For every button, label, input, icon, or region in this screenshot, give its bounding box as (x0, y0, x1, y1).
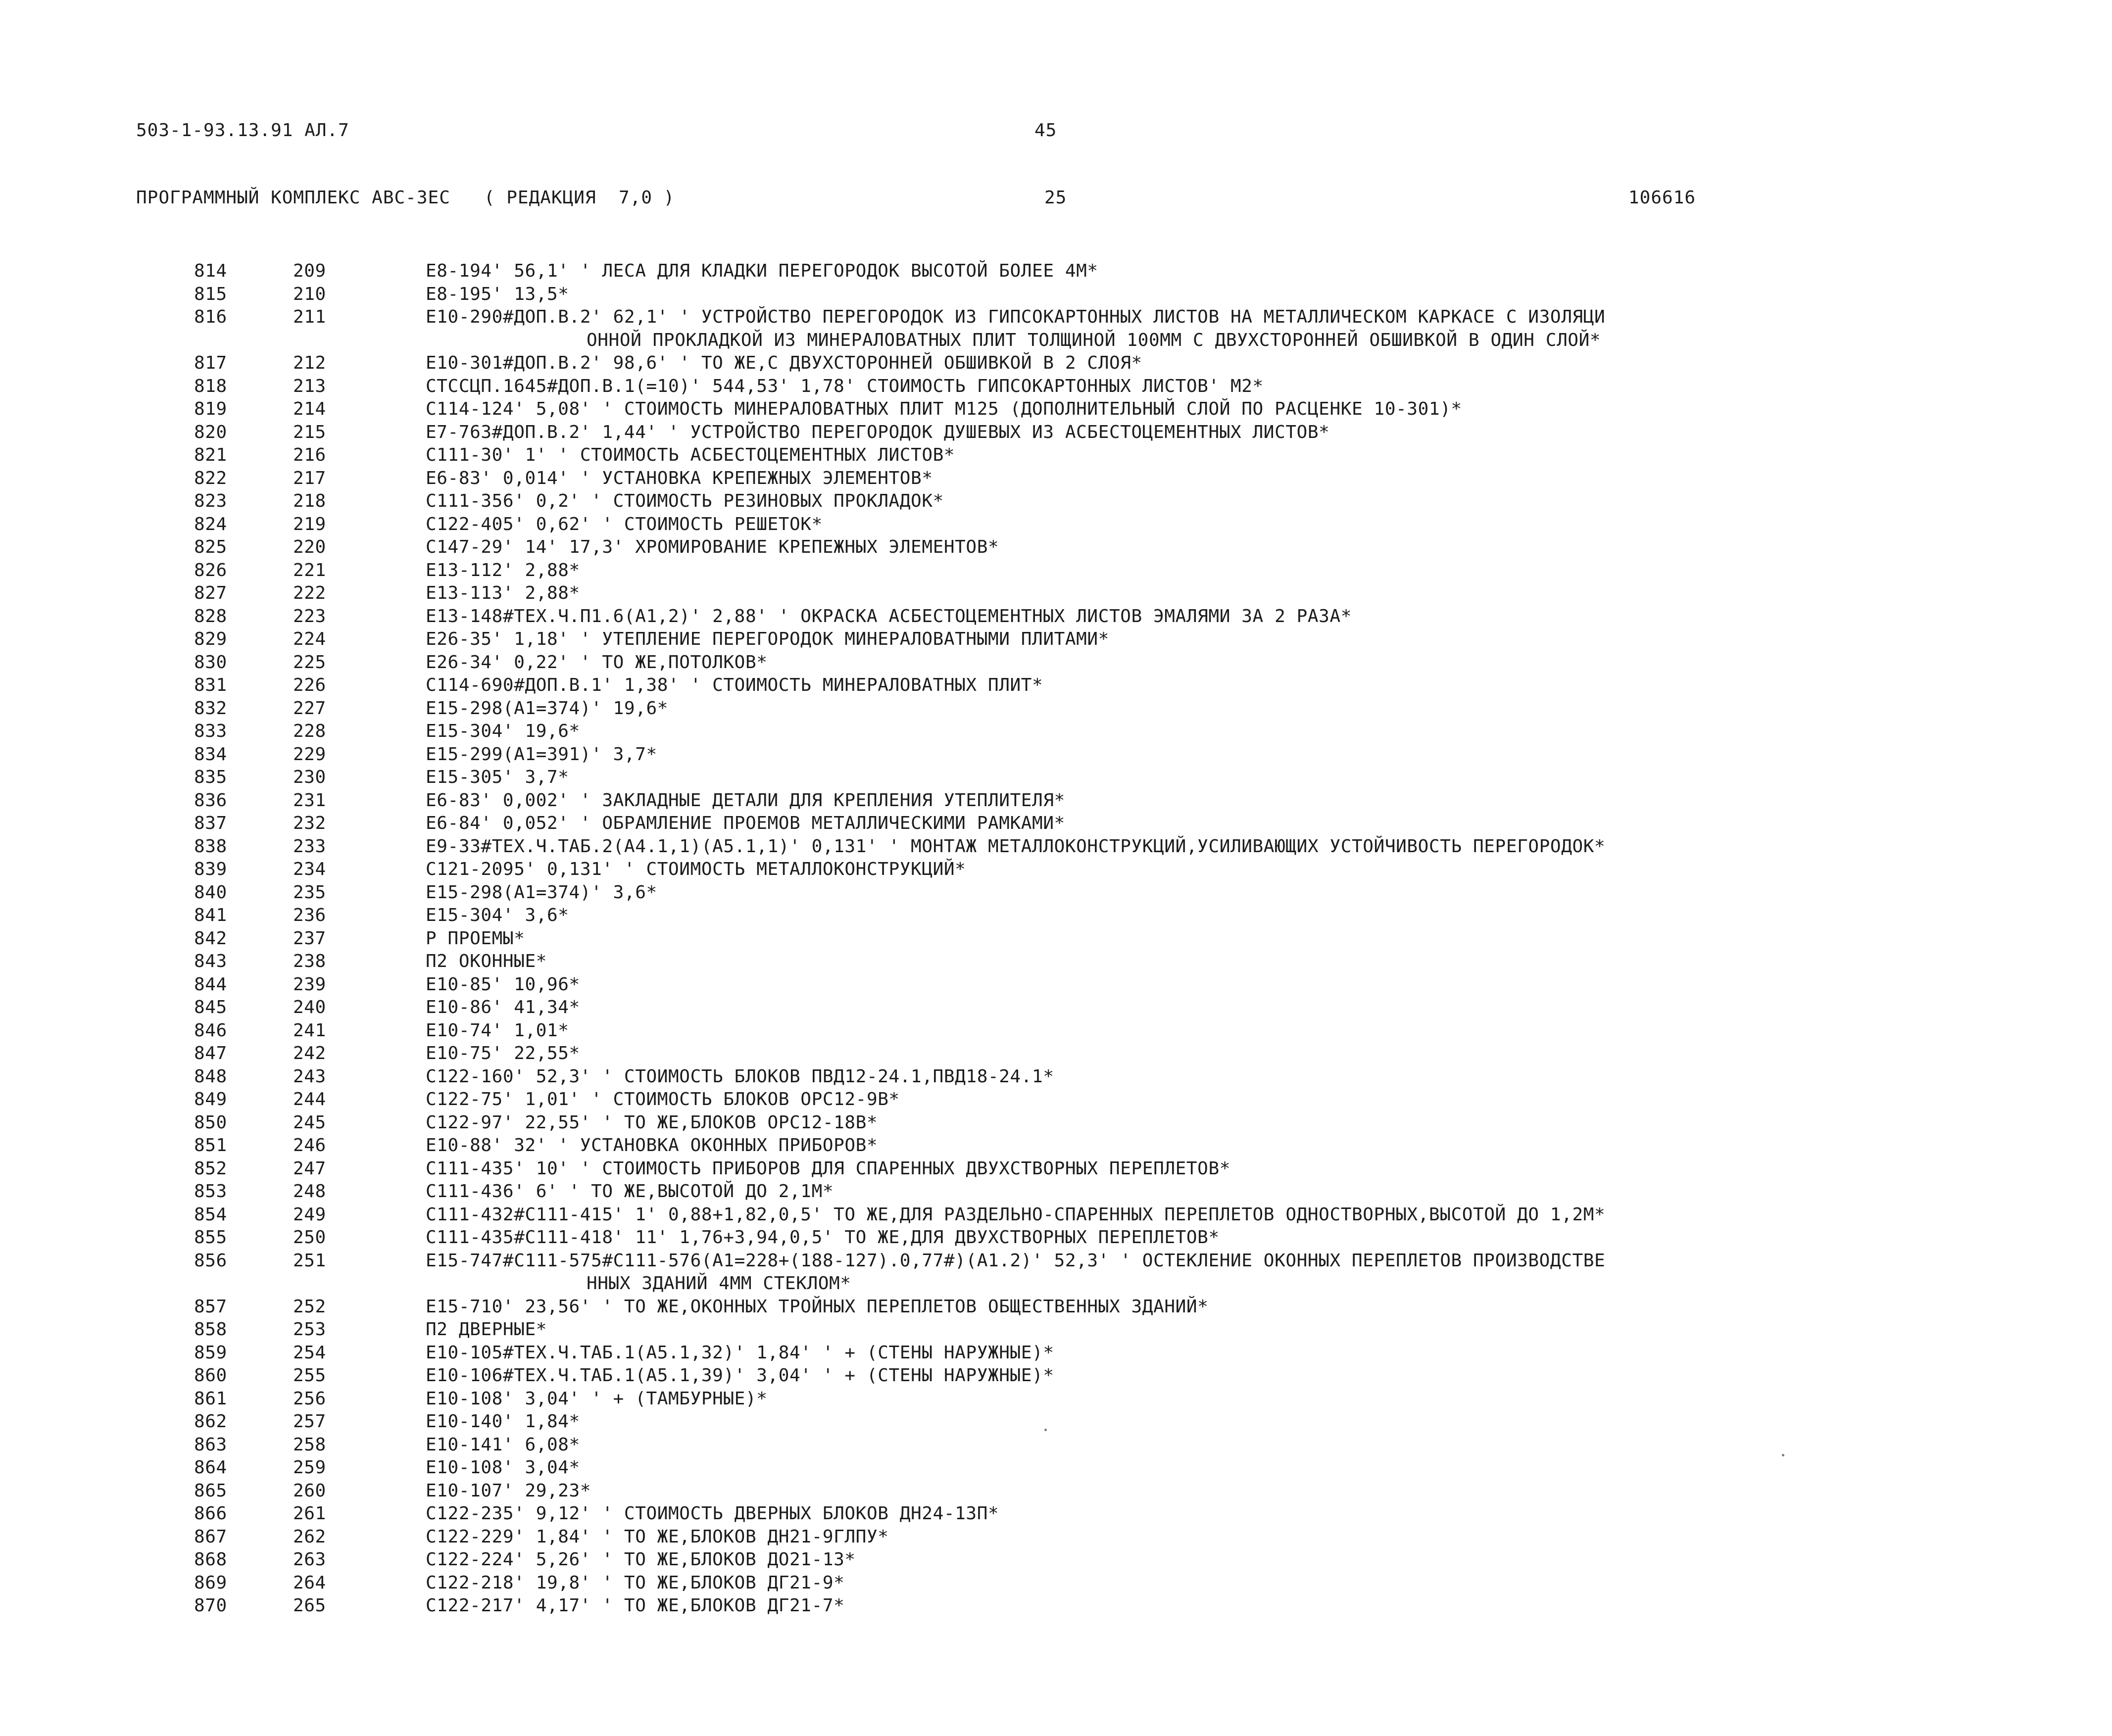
listing-row (0, 352, 2112, 375)
listing-row (0, 490, 2112, 513)
item-number: 259 (293, 1457, 326, 1478)
item-number: 244 (293, 1089, 326, 1109)
line-number: 830 (194, 652, 227, 673)
item-number: 254 (293, 1342, 326, 1363)
line-number: 852 (194, 1158, 227, 1179)
estimate-entry: Е10-88' 32' ' УСТАНОВКА ОКОННЫХ ПРИБОРОВ* (426, 1135, 878, 1156)
listing-row (0, 1364, 2112, 1388)
estimate-entry: Е15-298(А1=374)' 3,6* (426, 882, 657, 903)
listing-row (0, 375, 2112, 398)
listing-row (0, 858, 2112, 881)
listing-row (0, 927, 2112, 951)
estimate-entry: С111-30' 1' ' СТОИМОСТЬ АСБЕСТОЦЕМЕНТНЫХ ЛИСТОВ* (426, 445, 955, 465)
estimate-entry: Е15-305' 3,7* (426, 767, 569, 787)
item-number: 213 (293, 376, 326, 396)
estimate-entry: Е13-112' 2,88* (426, 560, 580, 580)
estimate-entry: С111-435' 10' ' СТОИМОСТЬ ПРИБОРОВ ДЛЯ СПАРЕННЫХ ДВУХСТВОРНЫХ ПЕРЕПЛЕТОВ* (426, 1158, 1230, 1179)
item-number: 234 (293, 859, 326, 879)
listing-row (0, 651, 2112, 675)
item-number: 240 (293, 997, 326, 1017)
line-number: 820 (194, 422, 227, 442)
estimate-listing (0, 260, 2112, 1618)
estimate-entry: Е7-763#ДОП.В.2' 1,44' ' УСТРОЙСТВО ПЕРЕГОРОДОК ДУШЕВЫХ ИЗ АСБЕСТОЦЕМЕНТНЫХ ЛИСТОВ* (426, 422, 1330, 442)
line-number: 868 (194, 1549, 227, 1570)
estimate-entry: С122-235' 9,12' ' СТОИМОСТЬ ДВЕРНЫХ БЛОКОВ ДН24-13П* (426, 1503, 999, 1524)
item-number: 257 (293, 1411, 326, 1432)
estimate-entry: СТССЦП.1645#ДОП.В.1(=10)' 544,53' 1,78' СТОИМОСТЬ ГИПСОКАРТОННЫХ ЛИСТОВ' М2* (426, 376, 1264, 396)
line-number: 834 (194, 744, 227, 765)
listing-row (0, 1065, 2112, 1089)
listing-row (0, 628, 2112, 651)
listing-row (0, 582, 2112, 605)
item-number: 212 (293, 353, 326, 373)
line-number: 838 (194, 836, 227, 857)
line-number: 822 (194, 468, 227, 488)
estimate-entry: С122-229' 1,84' ' ТО ЖЕ,БЛОКОВ ДН21-9ГЛПУ* (426, 1526, 889, 1547)
estimate-entry: Е10-85' 10,96* (426, 974, 580, 995)
item-number: 263 (293, 1549, 326, 1570)
item-number: 215 (293, 422, 326, 442)
item-number: 236 (293, 905, 326, 925)
item-number: 217 (293, 468, 326, 488)
estimate-entry: Е8-194' 56,1' ' ЛЕСА ДЛЯ КЛАДКИ ПЕРЕГОРОДОК ВЫСОТОЙ БОЛЕЕ 4М* (426, 261, 1098, 281)
line-number: 842 (194, 928, 227, 949)
program-title: ПРОГРАММНЫЙ КОМПЛЕКС АВС-3ЕС ( РЕДАКЦИЯ 7,0 ) (136, 188, 675, 208)
item-number: 256 (293, 1388, 326, 1409)
item-number: 249 (293, 1204, 326, 1225)
item-number: 229 (293, 744, 326, 765)
line-number: 839 (194, 859, 227, 879)
estimate-entry: Е6-83' 0,014' ' УСТАНОВКА КРЕПЕЖНЫХ ЭЛЕМЕНТОВ* (426, 468, 933, 488)
estimate-entry: Е10-106#ТЕХ.Ч.ТАБ.1(А5.1,39)' 3,04' ' + (СТЕНЫ НАРУЖНЫЕ)* (426, 1365, 1054, 1386)
line-number: 828 (194, 606, 227, 627)
estimate-entry: Е13-113' 2,88* (426, 583, 580, 603)
line-number: 832 (194, 698, 227, 719)
listing-row (0, 1594, 2112, 1618)
line-number: 825 (194, 537, 227, 557)
item-number: 261 (293, 1503, 326, 1524)
sheet-number: 25 (1044, 188, 1067, 208)
listing-row (0, 1526, 2112, 1549)
item-number: 237 (293, 928, 326, 949)
estimate-entry: С147-29' 14' 17,3' ХРОМИРОВАНИЕ КРЕПЕЖНЫХ ЭЛЕМЕНТОВ* (426, 537, 999, 557)
listing-row (0, 1019, 2112, 1043)
estimate-entry: Е15-304' 3,6* (426, 905, 569, 925)
item-number: 222 (293, 583, 326, 603)
estimate-entry: Р ПРОЕМЫ* (426, 928, 525, 949)
estimate-entry: Е13-148#ТЕХ.Ч.П1.6(А1,2)' 2,88' ' ОКРАСКА АСБЕСТОЦЕМЕНТНЫХ ЛИСТОВ ЭМАЛЯМИ ЗА 2 РАЗА* (426, 606, 1352, 627)
line-number: 867 (194, 1526, 227, 1547)
listing-row (0, 835, 2112, 859)
listing-row (0, 697, 2112, 721)
estimate-entry: С122-160' 52,3' ' СТОИМОСТЬ БЛОКОВ ПВД12-24.1,ПВД18-24.1* (426, 1066, 1054, 1087)
line-number: 845 (194, 997, 227, 1017)
listing-row (0, 1180, 2112, 1204)
item-number: 265 (293, 1595, 326, 1616)
document-number: 106616 (1628, 188, 1696, 208)
line-number: 862 (194, 1411, 227, 1432)
page-number: 45 (1034, 120, 1057, 141)
line-number: 857 (194, 1296, 227, 1317)
item-number: 243 (293, 1066, 326, 1087)
item-number: 252 (293, 1296, 326, 1317)
item-number: 220 (293, 537, 326, 557)
item-number: 260 (293, 1480, 326, 1501)
line-number: 837 (194, 813, 227, 833)
line-number: 846 (194, 1020, 227, 1041)
listing-row (0, 950, 2112, 973)
item-number: 232 (293, 813, 326, 833)
line-number: 860 (194, 1365, 227, 1386)
line-number: 835 (194, 767, 227, 787)
listing-row (0, 1111, 2112, 1135)
item-number: 228 (293, 721, 326, 741)
line-number: 836 (194, 790, 227, 811)
item-number: 239 (293, 974, 326, 995)
line-number: 829 (194, 629, 227, 649)
listing-row (0, 467, 2112, 490)
item-number: 218 (293, 491, 326, 511)
listing-row (0, 306, 2112, 352)
listing-row (0, 1434, 2112, 1457)
item-number: 255 (293, 1365, 326, 1386)
listing-row (0, 444, 2112, 467)
estimate-entry: Е26-34' 0,22' ' ТО ЖЕ,ПОТОЛКОВ* (426, 652, 768, 673)
estimate-entry: П2 ДВЕРНЫЕ* (426, 1319, 547, 1340)
line-number: 851 (194, 1135, 227, 1156)
item-number: 224 (293, 629, 326, 649)
item-number: 246 (293, 1135, 326, 1156)
listing-row (0, 260, 2112, 283)
estimate-entry: Е9-33#ТЕХ.Ч.ТАБ.2(А4.1,1)(А5.1,1)' 0,131' ' МОНТАЖ МЕТАЛЛОКОНСТРУКЦИЙ,УСИЛИВАЮЩИХ УСТОЙЧИВОСТЬ ПЕРЕГОРОДОК* (426, 836, 1606, 857)
item-number: 251 (293, 1250, 326, 1271)
listing-row (0, 1250, 2112, 1296)
estimate-entry: Е15-299(А1=391)' 3,7* (426, 744, 657, 765)
scan-speck (1782, 1454, 1784, 1456)
listing-row (0, 743, 2112, 767)
listing-row (0, 1204, 2112, 1227)
line-number: 823 (194, 491, 227, 511)
estimate-entry: Е10-290#ДОП.В.2' 62,1' ' УСТРОЙСТВО ПЕРЕГОРОДОК ИЗ ГИПСОКАРТОННЫХ ЛИСТОВ НА МЕТАЛЛИЧЕСКОМ КАРКАСЕ С ИЗОЛЯЦИ (426, 307, 1606, 327)
listing-row (0, 605, 2112, 628)
listing-row (0, 559, 2112, 582)
item-number: 221 (293, 560, 326, 580)
line-number: 826 (194, 560, 227, 580)
line-number: 840 (194, 882, 227, 903)
item-number: 238 (293, 951, 326, 971)
listing-row (0, 766, 2112, 789)
line-number: 818 (194, 376, 227, 396)
listing-row (0, 1134, 2112, 1157)
line-number: 866 (194, 1503, 227, 1524)
line-number: 833 (194, 721, 227, 741)
listing-row (0, 421, 2112, 444)
item-number: 248 (293, 1181, 326, 1202)
listing-row (0, 720, 2112, 743)
estimate-entry: С122-75' 1,01' ' СТОИМОСТЬ БЛОКОВ ОРС12-9В* (426, 1089, 900, 1109)
estimate-entry: Е10-301#ДОП.В.2' 98,6' ' ТО ЖЕ,С ДВУХСТОРОННЕЙ ОБШИВКОЙ В 2 СЛОЯ* (426, 353, 1142, 373)
line-number: 864 (194, 1457, 227, 1478)
line-number: 859 (194, 1342, 227, 1363)
listing-row (0, 789, 2112, 813)
estimate-entry: С122-217' 4,17' ' ТО ЖЕ,БЛОКОВ ДГ21-7* (426, 1595, 845, 1616)
estimate-entry: Е10-108' 3,04' ' + (ТАМБУРНЫЕ)* (426, 1388, 768, 1409)
line-number: 856 (194, 1250, 227, 1271)
estimate-entry: С111-435#С111-418' 11' 1,76+3,94,0,5' ТО ЖЕ,ДЛЯ ДВУХСТВОРНЫХ ПЕРЕПЛЕТОВ* (426, 1227, 1220, 1248)
estimate-entry: Е10-140' 1,84* (426, 1411, 580, 1432)
listing-row (0, 1226, 2112, 1250)
estimate-entry: Е15-298(А1=374)' 19,6* (426, 698, 669, 719)
listing-row (0, 1296, 2112, 1319)
item-number: 216 (293, 445, 326, 465)
line-number: 849 (194, 1089, 227, 1109)
line-number: 821 (194, 445, 227, 465)
estimate-entry: С122-218' 19,8' ' ТО ЖЕ,БЛОКОВ ДГ21-9* (426, 1572, 845, 1593)
item-number: 227 (293, 698, 326, 719)
estimate-entry: П2 ОКОННЫЕ* (426, 951, 547, 971)
estimate-entry: Е8-195' 13,5* (426, 284, 569, 304)
line-number: 827 (194, 583, 227, 603)
line-number: 870 (194, 1595, 227, 1616)
item-number: 262 (293, 1526, 326, 1547)
listing-row (0, 812, 2112, 835)
estimate-entry: Е6-83' 0,002' ' ЗАКЛАДНЫЕ ДЕТАЛИ ДЛЯ КРЕПЛЕНИЯ УТЕПЛИТЕЛЯ* (426, 790, 1065, 811)
estimate-entry: Е26-35' 1,18' ' УТЕПЛЕНИЕ ПЕРЕГОРОДОК МИНЕРАЛОВАТНЫМИ ПЛИТАМИ* (426, 629, 1109, 649)
scan-speck (1044, 1429, 1047, 1431)
item-number: 233 (293, 836, 326, 857)
line-number: 843 (194, 951, 227, 971)
item-number: 210 (293, 284, 326, 304)
listing-row (0, 1480, 2112, 1503)
estimate-entry: Е15-747#С111-575#С111-576(А1=228+(188-127).0,77#)(А1.2)' 52,3' ' ОСТЕКЛЕНИЕ ОКОННЫХ ПЕРЕПЛЕТОВ ПРОИЗВОДСТВЕ (426, 1250, 1606, 1271)
item-number: 253 (293, 1319, 326, 1340)
listing-row (0, 1502, 2112, 1526)
line-number: 863 (194, 1434, 227, 1455)
listing-row (0, 674, 2112, 697)
item-number: 264 (293, 1572, 326, 1593)
listing-row (0, 1088, 2112, 1111)
estimate-entry: Е15-304' 19,6* (426, 721, 580, 741)
listing-row (0, 1456, 2112, 1480)
listing-row (0, 1157, 2112, 1181)
listing-row (0, 996, 2112, 1019)
item-number: 214 (293, 399, 326, 419)
estimate-entry: Е10-108' 3,04* (426, 1457, 580, 1478)
estimate-entry: Е10-141' 6,08* (426, 1434, 580, 1455)
line-number: 855 (194, 1227, 227, 1248)
listing-row (0, 1572, 2112, 1595)
listing-row (0, 973, 2112, 997)
estimate-entry: С111-432#С111-415' 1' 0,88+1,82,0,5' ТО ЖЕ,ДЛЯ РАЗДЕЛЬНО-СПАРЕННЫХ ПЕРЕПЛЕТОВ ОДНОСТВОРНЫХ,ВЫСОТОЙ ДО 1,2М* (426, 1204, 1606, 1225)
item-number: 258 (293, 1434, 326, 1455)
listing-row (0, 1410, 2112, 1434)
line-number: 841 (194, 905, 227, 925)
item-number: 231 (293, 790, 326, 811)
estimate-entry: С121-2095' 0,131' ' СТОИМОСТЬ МЕТАЛЛОКОНСТРУКЦИЙ* (426, 859, 966, 879)
item-number: 245 (293, 1112, 326, 1133)
item-number: 235 (293, 882, 326, 903)
listing-row (0, 1042, 2112, 1065)
listing-row (0, 513, 2112, 536)
listing-row (0, 1342, 2112, 1365)
line-number: 814 (194, 261, 227, 281)
item-number: 250 (293, 1227, 326, 1248)
line-number: 831 (194, 675, 227, 695)
item-number: 209 (293, 261, 326, 281)
listing-row (0, 1548, 2112, 1572)
line-number: 816 (194, 307, 227, 327)
estimate-entry: Е10-105#ТЕХ.Ч.ТАБ.1(А5.1,32)' 1,84' ' + (СТЕНЫ НАРУЖНЫЕ)* (426, 1342, 1054, 1363)
estimate-entry: С122-224' 5,26' ' ТО ЖЕ,БЛОКОВ ДО21-13* (426, 1549, 856, 1570)
item-number: 230 (293, 767, 326, 787)
line-number: 869 (194, 1572, 227, 1593)
line-number: 815 (194, 284, 227, 304)
estimate-entry: Е15-710' 23,56' ' ТО ЖЕ,ОКОННЫХ ТРОЙНЫХ ПЕРЕПЛЕТОВ ОБЩЕСТВЕННЫХ ЗДАНИЙ* (426, 1296, 1209, 1317)
listing-row (0, 536, 2112, 559)
line-number: 853 (194, 1181, 227, 1202)
estimate-entry: Е10-75' 22,55* (426, 1043, 580, 1063)
estimate-entry: С122-97' 22,55' ' ТО ЖЕ,БЛОКОВ ОРС12-18В* (426, 1112, 878, 1133)
estimate-entry-continuation: ННЫХ ЗДАНИЙ 4ММ СТЕКЛОМ* (587, 1273, 851, 1294)
line-number: 858 (194, 1319, 227, 1340)
estimate-entry: С114-124' 5,08' ' СТОИМОСТЬ МИНЕРАЛОВАТНЫХ ПЛИТ М125 (ДОПОЛНИТЕЛЬНЫЙ СЛОЙ ПО РАСЦЕНКЕ 10-301)* (426, 399, 1462, 419)
estimate-entry: С122-405' 0,62' ' СТОИМОСТЬ РЕШЕТОК* (426, 514, 823, 534)
line-number: 844 (194, 974, 227, 995)
listing-row (0, 881, 2112, 905)
document-code: 503-1-93.13.91 АЛ.7 (136, 120, 349, 141)
item-number: 226 (293, 675, 326, 695)
line-number: 865 (194, 1480, 227, 1501)
line-number: 850 (194, 1112, 227, 1133)
estimate-entry-continuation: ОННОЙ ПРОКЛАДКОЙ ИЗ МИНЕРАЛОВАТНЫХ ПЛИТ ТОЛЩИНОЙ 100ММ С ДВУХСТОРОННЕЙ ОБШИВКОЙ В ОДИН СЛОЙ* (587, 330, 1601, 350)
line-number: 824 (194, 514, 227, 534)
item-number: 211 (293, 307, 326, 327)
item-number: 247 (293, 1158, 326, 1179)
estimate-entry: Е10-74' 1,01* (426, 1020, 569, 1041)
item-number: 242 (293, 1043, 326, 1063)
estimate-entry: С111-356' 0,2' ' СТОИМОСТЬ РЕЗИНОВЫХ ПРОКЛАДОК* (426, 491, 944, 511)
estimate-entry: С114-690#ДОП.В.1' 1,38' ' СТОИМОСТЬ МИНЕРАЛОВАТНЫХ ПЛИТ* (426, 675, 1043, 695)
line-number: 848 (194, 1066, 227, 1087)
listing-row (0, 398, 2112, 421)
estimate-entry: Е6-84' 0,052' ' ОБРАМЛЕНИЕ ПРОЕМОВ МЕТАЛЛИЧЕСКИМИ РАМКАМИ* (426, 813, 1065, 833)
item-number: 225 (293, 652, 326, 673)
listing-row (0, 1318, 2112, 1342)
listing-row (0, 283, 2112, 306)
line-number: 819 (194, 399, 227, 419)
item-number: 223 (293, 606, 326, 627)
line-number: 861 (194, 1388, 227, 1409)
item-number: 219 (293, 514, 326, 534)
estimate-entry: Е10-86' 41,34* (426, 997, 580, 1017)
estimate-entry: С111-436' 6' ' ТО ЖЕ,ВЫСОТОЙ ДО 2,1М* (426, 1181, 834, 1202)
listing-row (0, 904, 2112, 927)
item-number: 241 (293, 1020, 326, 1041)
listing-row (0, 1388, 2112, 1411)
line-number: 847 (194, 1043, 227, 1063)
line-number: 817 (194, 353, 227, 373)
estimate-entry: Е10-107' 29,23* (426, 1480, 591, 1501)
line-number: 854 (194, 1204, 227, 1225)
